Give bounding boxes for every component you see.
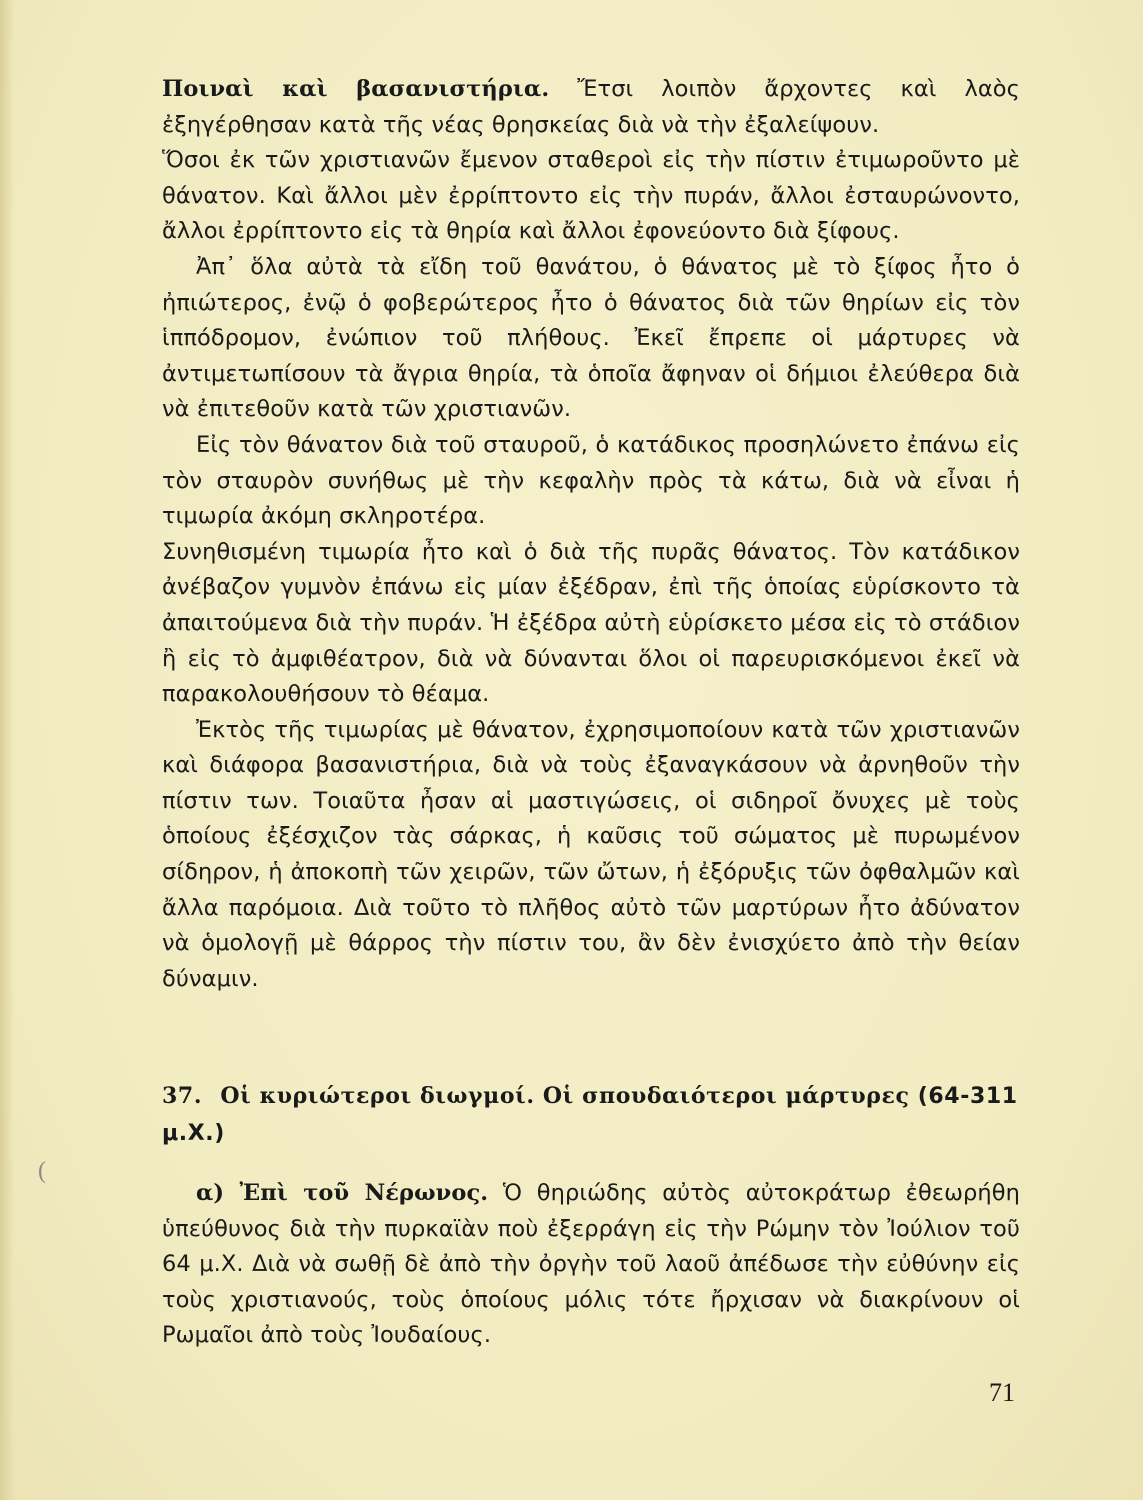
- margin-mark: (: [38, 1158, 46, 1184]
- paragraph: [162, 1176, 1020, 1354]
- section-number: 37.: [162, 1083, 203, 1109]
- subsection-text: Ὁ θηριώδης αὐτὸς αὐτοκράτωρ ἐθεωρήθη ὑπεύθυνος διὰ τὴν πυρκαϊὰν ποὺ ἐξερράγη εἰς τὴν Ρώμην τὸν Ἰούλιον τοῦ 64 μ.Χ. Διὰ νὰ σωθῇ δὲ ἀπὸ τὴν ὀργὴν τοῦ λαοῦ ἀπέδωσε τὴν εὐθύνην εἰς τοὺς χριστιανούς, τοὺς ὁποίους μόλις τότε ἤρχισαν νὰ διακρίνουν οἱ Ρωμαῖοι ἀπὸ τοὺς Ἰουδαίους.: [162, 1180, 1020, 1349]
- paragraph-text: Ἔτσι λοιπὸν ἄρχοντες καὶ λαὸς ἐξηγέρθησαν κατὰ τῆς νέας θρησκείας διὰ νὰ τὴν ἐξαλείψουν.: [162, 76, 1020, 138]
- page-number: 71: [989, 1378, 1015, 1407]
- main-text: [162, 72, 1020, 997]
- section-heading: [162, 1078, 1020, 1152]
- section-title: Οἱ κυριώτεροι διωγμοί. Οἱ σπουδαιότεροι μάρτυρες: [220, 1083, 910, 1109]
- section-dates: (64-311 μ.Χ.): [162, 1084, 1018, 1146]
- subsection-nero: [162, 1176, 1020, 1354]
- runin-title: Ποιναὶ καὶ βασανιστήρια.: [162, 76, 550, 102]
- paragraph: Συνηθισμένη τιμωρία ἦτο καὶ ὁ διὰ τῆς πυρᾶς θάνατος. Τὸν κατάδικον ἀνέβαζον γυμνὸν ἐπάνω εἰς μίαν ἐξέδραν, ἐπὶ τῆς ὁποίας εὑρίσκοντο τὰ ἀπαιτούμενα διὰ τὴν πυράν. Ἡ ἐξέδρα αὐτὴ εὑρίσκετο μέσα εἰς τὸ στάδιον ἢ εἰς τὸ ἀμφιθέατρον, διὰ νὰ δύνανται ὅλοι οἱ παρευρισκόμενοι ἐκεῖ νὰ παρακολουθήσουν τὸ θέαμα.: [162, 538, 1020, 708]
- paragraph-punishments: [162, 72, 1020, 143]
- paragraph: Ὅσοι ἐκ τῶν χριστιανῶν ἔμενον σταθεροὶ εἰς τὴν πίστιν ἐτιμωροῦντο μὲ θάνατον. Καὶ ἄλλοι μὲν ἐρρίπτοντο εἰς τὴν πυράν, ἄλλοι ἐσταυρώνοντο, ἄλλοι ἐρρίπτοντο εἰς τὰ θηρία καὶ ἄλλοι ἐφονεύοντο διὰ ξίφους.: [162, 147, 1020, 245]
- subsection-label: α) Ἐπὶ τοῦ Νέρωνος.: [196, 1180, 489, 1206]
- paragraph: Ἐκτὸς τῆς τιμωρίας μὲ θάνατον, ἐχρησιμοποίουν κατὰ τῶν χριστιανῶν καὶ διάφορα βασανιστήρια, διὰ νὰ τοὺς ἐξαναγκάσουν νὰ ἀρνηθοῦν τὴν πίστιν των. Τοιαῦτα ἦσαν αἱ μαστιγώσεις, οἱ σιδηροῖ ὄνυχες μὲ τοὺς ὁποίους ἐξέσχιζον τὰς σάρκας, ἡ καῦσις τοῦ σώματος μὲ πυρωμένον σίδηρον, ἡ ἀποκοπὴ τῶν χειρῶν, τῶν ὤτων, ἡ ἐξόρυξις τῶν ὀφθαλμῶν καὶ ἄλλα παρόμοια. Διὰ τοῦτο τὸ πλῆθος αὐτὸ τῶν μαρτύρων ἦτο ἀδύνατον νὰ ὁμολογῇ μὲ θάρρος τὴν πίστιν του, ἂν δὲν ἐνισχύετο ἀπὸ τὴν θείαν δύναμιν.: [162, 716, 1020, 992]
- paragraph: Εἰς τὸν θάνατον διὰ τοῦ σταυροῦ, ὁ κατάδικος προσηλώνετο ἐπάνω εἰς τὸν σταυρὸν συνήθως μὲ τὴν κεφαλὴν πρὸς τὰ κάτω, διὰ νὰ εἶναι ἡ τιμωρία ἀκόμη σκληροτέρα.: [162, 431, 1020, 530]
- paragraph: Ἀπ᾽ ὅλα αὐτὰ τὰ εἴδη τοῦ θανάτου, ὁ θάνατος μὲ τὸ ξίφος ἦτο ὁ ἠπιώτερος, ἐνῷ ὁ φοβερώτερος ἦτο ὁ θάνατος διὰ τῶν θηρίων εἰς τὸν ἱππόδρομον, ἐνώπιον τοῦ πλήθους. Ἐκεῖ ἔπρεπε οἱ μάρτυρες νὰ ἀντιμετωπίσουν τὰ ἄγρια θηρία, τὰ ὁποῖα ἄφηναν οἱ δήμιοι ἐλεύθερα διὰ νὰ ἐπιτεθοῦν κατὰ τῶν χριστιανῶν.: [162, 253, 1020, 423]
- page-binding-edge: [0, 0, 14, 1500]
